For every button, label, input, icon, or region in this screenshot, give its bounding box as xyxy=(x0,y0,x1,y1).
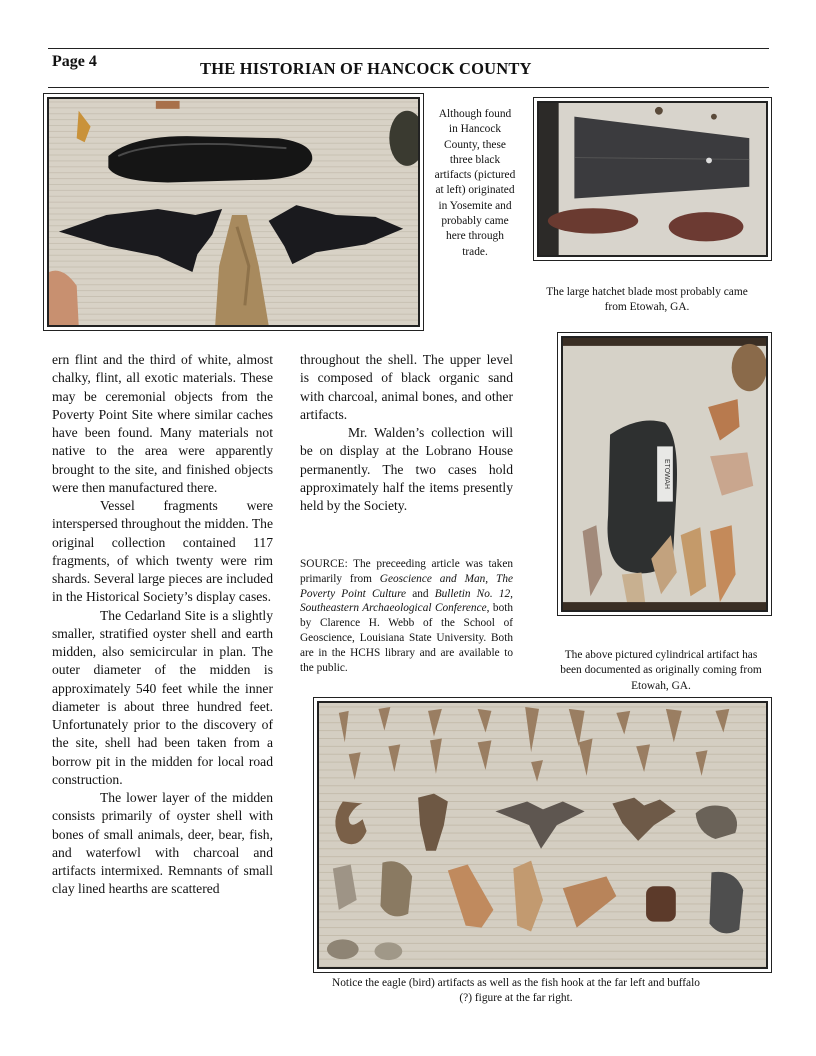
source-title-2: Bulletin No. 12, Southeastern Archaeological Conference xyxy=(300,587,513,615)
header-rule xyxy=(48,87,769,88)
top-rule xyxy=(48,48,769,49)
caption-hatchet: The large hatchet blade most probably came from Etowah, GA. xyxy=(546,286,748,314)
photo-hatchet-blade xyxy=(533,97,772,261)
paragraph: throughout the shell. The upper level is composed of black organic sand with charcoal, animal bones, and other artifacts. xyxy=(300,352,513,422)
hatchet-blade-image xyxy=(539,103,766,255)
eagle-artifacts-image xyxy=(319,703,766,967)
cylindrical-artifact-image xyxy=(563,338,766,610)
photo-cylindrical-artifact xyxy=(557,332,772,616)
cylinder-tag-text: ETOWAH xyxy=(662,459,670,489)
source-tail: , both by Clarence H. Webb of the School of Geoscience, Louisiana State University. Both are in the HCHS library and are available to the public. xyxy=(300,602,514,674)
source-title-1: Geoscience and Man, The Poverty Point Culture xyxy=(300,572,513,600)
article-column-2 xyxy=(300,351,513,515)
photo-eagle-artifacts xyxy=(313,697,772,973)
paragraph: Mr. Walden’s collection will be on display at the Lobrano House permanently. The two cases hold approximately half the items presently held by the Society. xyxy=(300,425,513,513)
caption-cylindrical: The above pictured cylindrical artifact has been documented as originally coming from Etowah, GA. xyxy=(560,649,762,692)
page-number: Page 4 xyxy=(52,53,97,70)
newsletter-title: THE HISTORIAN OF HANCOCK COUNTY xyxy=(200,59,532,78)
source-note xyxy=(300,557,513,675)
photo-black-artifacts xyxy=(43,93,424,331)
paragraph: The Cedarland Site is a slightly smaller, stratified oyster shell and earth midden, also semicircular in plan. The outer diameter of the midden is approximately 540 feet while the inner diameter is about three hundred feet. Unfortunately prior to the discovery of the site, shell had been taken from a borrow pit in the midden for local road construction. xyxy=(52,607,273,787)
article-column-1 xyxy=(52,351,273,899)
source-and: and xyxy=(406,587,435,600)
paragraph: The lower layer of the midden consists primarily of oyster shell with bones of small animals, deer, bear, fish, and waterfowl with charcoal and artifacts intermixed. Remnants of small clay lined hearths are scattered xyxy=(52,790,273,897)
caption-eagle: Notice the eagle (bird) artifacts as well as the fish hook at the far left and buffalo (?) figure at the far right. xyxy=(332,977,700,1005)
black-artifacts-image xyxy=(49,99,418,325)
paragraph: ern flint and the third of white, almost chalky, flint, all exotic materials. These may be ceremonial objects from the Poverty Point Site where similar caches have been found. Many materials not native to the area were apparently brought to the site, and finished objects were then manufactured there. xyxy=(52,352,273,495)
paragraph: Vessel fragments were interspersed throughout the midden. The original collection contained 117 fragments, of which twenty were rim shards. Several large pieces are included in the Historical Society’s display cases. xyxy=(52,498,273,605)
caption-black-artifacts: Although found in Hancock County, these three black artifacts (pictured at left) originated in Yosemite and probably came here through trade. xyxy=(434,108,516,258)
source-lead: SOURCE: The preceeding article was taken primarily from xyxy=(300,558,513,585)
